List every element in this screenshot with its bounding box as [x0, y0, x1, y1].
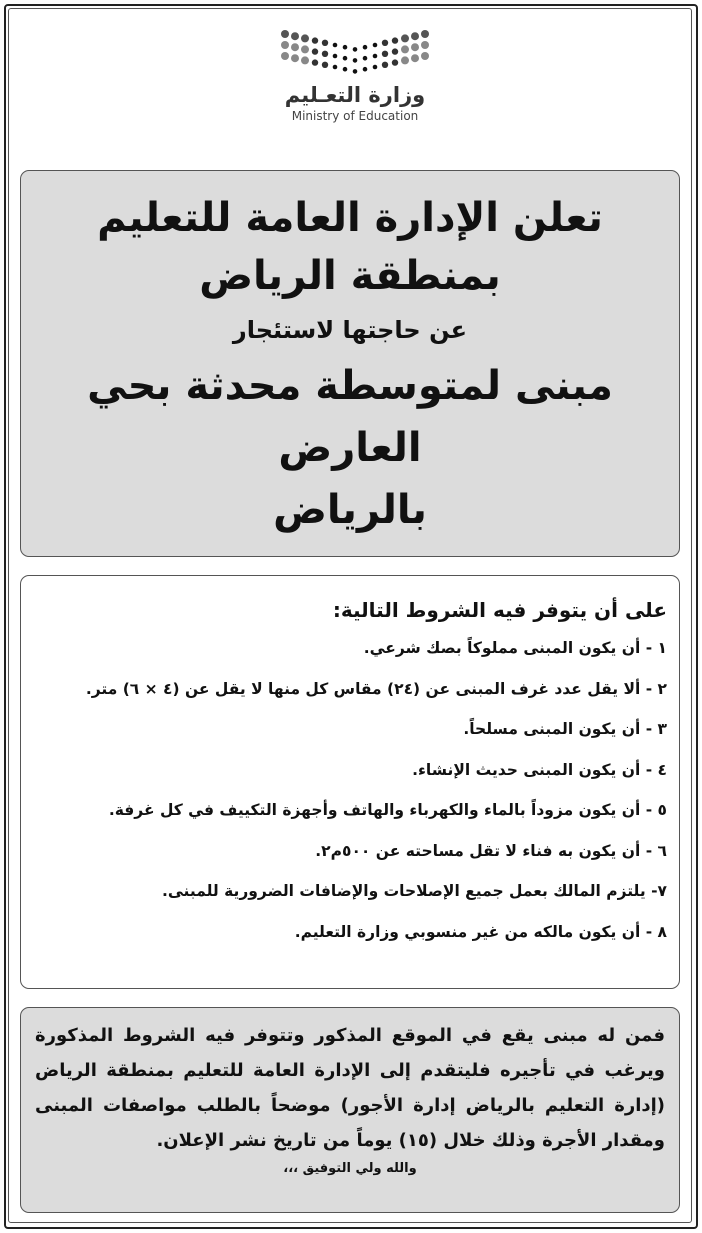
logo-arabic-name: وزارة التعـليم	[284, 83, 426, 107]
logo-dot	[411, 32, 419, 40]
condition-item: ٤ - أن يكون المبنى حديث الإنشاء.	[412, 760, 667, 779]
closing-signoff: والله ولي التوفيق ،،،	[283, 1161, 417, 1176]
logo-dot	[333, 65, 338, 70]
condition-item: ٥ - أن يكون مزوداً بالماء والكهرباء والهاتف وأجهزة التكييف في كل غرفة.	[108, 801, 667, 819]
logo-dot	[392, 59, 398, 65]
logo-dot	[281, 30, 289, 38]
closing-paragraph: فمن له مبنى يقع في الموقع المذكور وتتوفر فيه الشروط المذكورة ويرغب في تأجيره فليتقدم إلى الإدارة العامة للتعليم بمنطقة الرياض (إدارة التعليم بالرياض إدارة الأجور) موضحاً بالطلب مواصفات المبنى ومقدار الأجرة وذلك خلال (١٥) يوماً من تاريخ نشر الإعلان.	[35, 1025, 665, 1151]
condition-item: ٣ - أن يكون المبنى مسلحاً.	[463, 720, 667, 738]
logo-dot	[281, 41, 289, 49]
logo-dot	[401, 56, 409, 64]
logo-dot	[301, 34, 309, 42]
logo-dot	[322, 51, 328, 57]
conditions-heading: على أن يتوفر فيه الشروط التالية:	[332, 598, 667, 622]
logo-dot	[392, 37, 398, 43]
announcement-subtitle: عن حاجتها لاستئجار	[232, 316, 468, 344]
logo-dot	[392, 48, 398, 54]
announcement-title: تعلن الإدارة العامة للتعليم	[97, 195, 603, 241]
logo-dot	[363, 56, 368, 61]
logo-dot	[373, 54, 378, 59]
logo-dot	[421, 41, 429, 49]
logo-dot	[373, 65, 378, 70]
announcement-building: مبنى لمتوسطة محدثة بحي العارض	[87, 363, 613, 471]
logo-dot	[421, 30, 429, 38]
logo-dot	[353, 58, 358, 63]
logo-dot	[411, 43, 419, 51]
logo-dot	[401, 34, 409, 42]
logo-dot	[291, 43, 299, 51]
logo-dot	[291, 54, 299, 62]
closing-box	[20, 1007, 680, 1213]
logo-dot	[291, 32, 299, 40]
logo-dot	[353, 69, 358, 74]
announcement-city: بالرياض	[273, 487, 427, 533]
condition-item: ٧- يلتزم المالك بعمل جميع الإصلاحات والإضافات الضرورية للمبنى.	[161, 882, 667, 900]
announcement-box	[20, 170, 680, 557]
logo-dot	[333, 43, 338, 48]
condition-item: ٦ - أن يكون به فناء لا تقل مساحته عن ٥٠٠م٢.	[315, 841, 667, 860]
conditions-box	[20, 575, 680, 989]
logo-dot	[322, 40, 328, 46]
logo-dot	[322, 62, 328, 68]
logo-english-name: Ministry of Education	[291, 109, 419, 123]
condition-item: ٢ - ألا يقل عدد غرف المبنى عن (٢٤) مقاس كل منها لا يقل عن (٤ × ٦) متر.	[85, 679, 667, 698]
logo-dot	[382, 62, 388, 68]
logo-dot	[301, 56, 309, 64]
logo-dot	[343, 56, 348, 61]
condition-item: ١ - أن يكون المبنى مملوكاً بصك شرعي.	[363, 639, 667, 657]
logo-dot	[421, 52, 429, 60]
logo-dot	[333, 54, 338, 59]
logo-dot	[401, 45, 409, 53]
logo-dot	[353, 47, 358, 52]
logo-dot	[373, 43, 378, 48]
logo-dot	[281, 52, 289, 60]
logo-dot	[301, 45, 309, 53]
ministry-logo	[240, 28, 470, 143]
logo-dot	[363, 45, 368, 50]
logo-dot	[363, 67, 368, 72]
announcement-region: بمنطقة الرياض	[199, 253, 501, 299]
logo-dot	[312, 48, 318, 54]
logo-dot	[411, 54, 419, 62]
logo-dot	[343, 67, 348, 72]
logo-dot	[382, 51, 388, 57]
logo-dot	[382, 40, 388, 46]
logo-dots-icon	[280, 28, 430, 78]
logo-dot	[343, 45, 348, 50]
logo-dot	[312, 59, 318, 65]
condition-item: ٨ - أن يكون مالكه من غير منسوبي وزارة التعليم.	[294, 922, 667, 941]
logo-dot	[312, 37, 318, 43]
